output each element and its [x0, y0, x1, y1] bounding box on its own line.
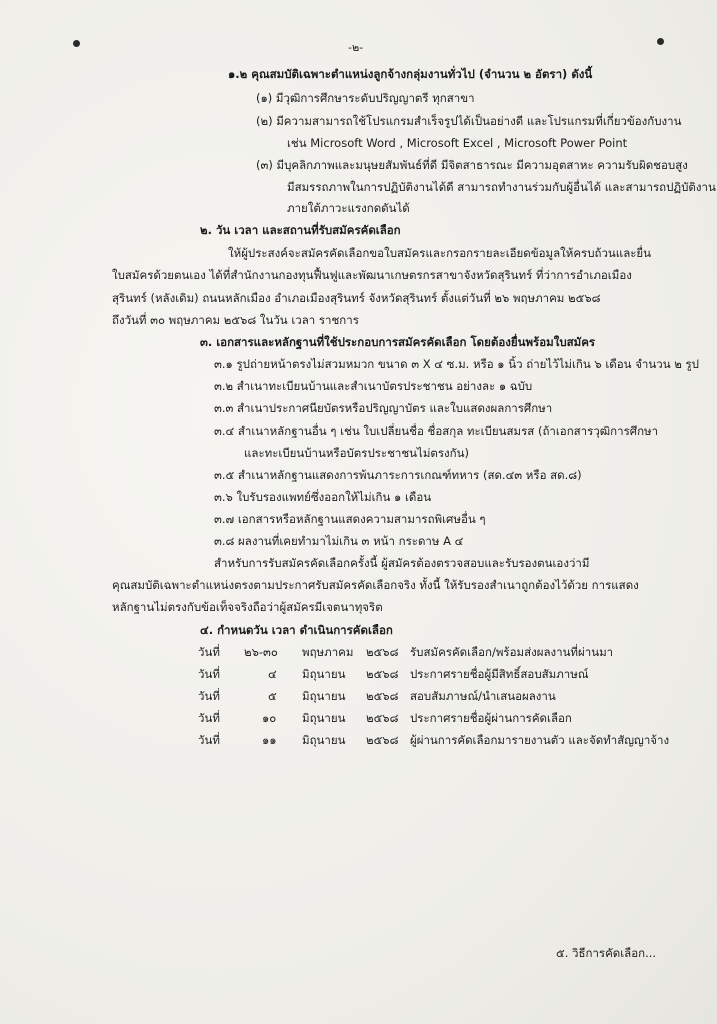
qualification-item-cont: เช่น Microsoft Word , Microsoft Excel , Microsoft Power Point — [287, 136, 628, 150]
schedule-label: วันที่ — [198, 645, 220, 659]
qualification-item: (๑) มีวุฒิการศึกษาระดับปริญญาตรี ทุกสาขา — [256, 91, 475, 105]
qualification-item-cont: ภายใต้ภาวะแรงกดดันได้ — [287, 201, 410, 215]
schedule-day: ๑๑ — [262, 733, 277, 747]
document-item: ๓.๘ ผลงานที่เคยทำมาไม่เกิน ๓ หน้า กระดาษ A ๔ — [214, 534, 464, 548]
document-item: ๓.๗ เอกสารหรือหลักฐานแสดงความสามารถพิเศษอื่น ๆ — [214, 512, 486, 526]
schedule-day: ๒๖-๓๐ — [244, 645, 278, 659]
schedule-month: มิถุนายน — [302, 667, 346, 681]
continuation-text: ๕. วิธีการคัดเลือก... — [556, 946, 657, 960]
punch-hole — [657, 38, 664, 45]
schedule-year: ๒๕๖๘ — [366, 667, 399, 681]
schedule-day: ๑๐ — [262, 711, 277, 725]
schedule-month: มิถุนายน — [302, 689, 346, 703]
schedule-year: ๒๕๖๘ — [366, 733, 399, 747]
schedule-day: ๕ — [268, 689, 277, 703]
schedule-desc: รับสมัครคัดเลือก/พร้อมส่งผลงานที่ผ่านมา — [410, 645, 614, 659]
document-item-cont: และทะเบียนบ้านหรือบัตรประชาชนไม่ตรงกัน) — [244, 446, 469, 460]
schedule-year: ๒๕๖๘ — [366, 645, 399, 659]
page-number: -๒- — [348, 41, 364, 54]
punch-hole — [73, 40, 80, 47]
paragraph-line: ให้ผู้ประสงค์จะสมัครคัดเลือกขอใบสมัครและกรอกรายละเอียดข้อมูลให้ครบถ้วนและยื่น — [228, 246, 652, 260]
schedule-desc: ประกาศรายชื่อผู้มีสิทธิ์สอบสัมภาษณ์ — [410, 667, 589, 681]
document-item: ๓.๓ สำเนาประกาศนียบัตรหรือปริญญาบัตร และใบแสดงผลการศึกษา — [214, 401, 553, 415]
qualification-heading: ๑.๒ คุณสมบัติเฉพาะตำแหน่งลูกจ้างกลุ่มงานทั่วไป (จำนวน ๒ อัตรา) ดังนี้ — [228, 67, 593, 81]
paragraph-line: คุณสมบัติเฉพาะตำแหน่งตรงตามประกาศรับสมัครคัดเลือกจริง ทั้งนี้ ให้รับรองสำเนาถูกต้องไว้ด้วย การแสดง — [112, 578, 639, 592]
document-item: ๓.๒ สำเนาทะเบียนบ้านและสำเนาบัตรประชาชน อย่างละ ๑ ฉบับ — [214, 379, 533, 393]
schedule-desc: ผู้ผ่านการคัดเลือกมารายงานตัว และจัดทำสัญญาจ้าง — [410, 733, 670, 747]
paragraph-line: ถึงวันที่ ๓๐ พฤษภาคม ๒๕๖๘ ในวัน เวลา ราชการ — [112, 313, 359, 327]
section-heading-3: ๓. เอกสารและหลักฐานที่ใช้ประกอบการสมัครคัดเลือก โดยต้องยื่นพร้อมใบสมัคร — [200, 335, 596, 349]
schedule-label: วันที่ — [198, 733, 220, 747]
schedule-desc: ประกาศรายชื่อผู้ผ่านการคัดเลือก — [410, 711, 572, 725]
document-item: ๓.๖ ใบรับรองแพทย์ซึ่งออกให้ไม่เกิน ๑ เดือน — [214, 490, 432, 504]
schedule-month: มิถุนายน — [302, 733, 346, 747]
schedule-label: วันที่ — [198, 689, 220, 703]
document-item: ๓.๔ สำเนาหลักฐานอื่น ๆ เช่น ใบเปลี่ยนชื่อ ชื่อสกุล ทะเบียนสมรส (ถ้าเอกสารวุฒิการศึกษา — [214, 424, 659, 438]
paragraph-line: สุรินทร์ (หลังเดิม) ถนนหลักเมือง อำเภอเมืองสุรินทร์ จังหวัดสุรินทร์ ตั้งแต่วันที่ ๒๖ พฤษภาคม ๒๕๖๘ — [112, 291, 601, 305]
schedule-label: วันที่ — [198, 667, 220, 681]
schedule-label: วันที่ — [198, 711, 220, 725]
qualification-item-cont: มีสมรรถภาพในการปฏิบัติงานได้ดี สามารถทำงานร่วมกับผู้อื่นได้ และสามารถปฏิบัติงาน — [287, 180, 716, 194]
qualification-item: (๓) มีบุคลิกภาพและมนุษยสัมพันธ์ที่ดี มีจิตสาธารณะ มีความอุตสาหะ ความรับผิดชอบสูง — [256, 158, 688, 172]
schedule-month: พฤษภาคม — [302, 645, 354, 659]
schedule-year: ๒๕๖๘ — [366, 689, 399, 703]
qualification-item: (๒) มีความสามารถใช้โปรแกรมสำเร็จรูปได้เป็นอย่างดี และโปรแกรมที่เกี่ยวข้องกับงาน — [256, 114, 682, 128]
schedule-year: ๒๕๖๘ — [366, 711, 399, 725]
schedule-month: มิถุนายน — [302, 711, 346, 725]
document-item: ๓.๕ สำเนาหลักฐานแสดงการพ้นภาระการเกณฑ์ทหาร (สด.๔๓ หรือ สด.๘) — [214, 468, 582, 482]
section-heading-2: ๒. วัน เวลา และสถานที่รับสมัครคัดเลือก — [200, 223, 401, 237]
document-item: ๓.๑ รูปถ่ายหน้าตรงไม่สวมหมวก ขนาด ๓ X ๔ ซ.ม. หรือ ๑ นิ้ว ถ่ายไว้ไม่เกิน ๖ เดือน จำนวน ๒ รูป — [214, 357, 699, 371]
paragraph-line: ใบสมัครด้วยตนเอง ได้ที่สำนักงานกองทุนฟื้นฟูและพัฒนาเกษตรกรสาขาจังหวัดสุรินทร์ ที่ว่าการอำเภอเมือง — [112, 268, 632, 282]
paragraph-line: หลักฐานไม่ตรงกับข้อเท็จจริงถือว่าผู้สมัครมีเจตนาทุจริต — [112, 600, 383, 614]
paragraph-line: สำหรับการรับสมัครคัดเลือกครั้งนี้ ผู้สมัครต้องตรวจสอบและรับรองตนเองว่ามี — [214, 556, 590, 570]
section-heading-4: ๔. กำหนดวัน เวลา ดำเนินการคัดเลือก — [200, 623, 393, 637]
schedule-desc: สอบสัมภาษณ์/นำเสนอผลงาน — [410, 689, 556, 703]
schedule-day: ๔ — [268, 667, 277, 681]
